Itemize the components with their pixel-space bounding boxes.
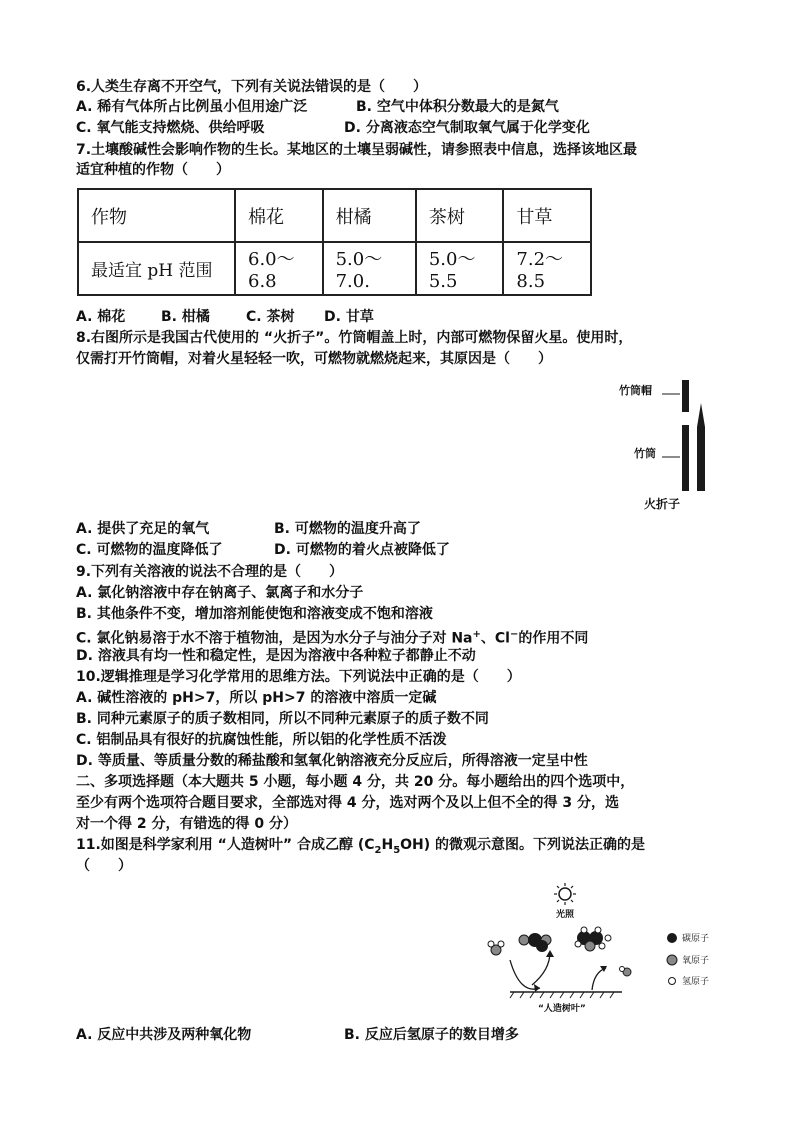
q9-option-a: A. 氯化钠溶液中存在钠离子、氯离子和水分子 xyxy=(76,585,364,601)
artificial-leaf-label: “人造树叶” xyxy=(538,1004,586,1014)
q10-option-b: B. 同种元素原子的质子数相同，所以不同种元素原子的质子数不同 xyxy=(76,711,489,727)
q8-option-d: D. 可燃物的着火点被降低了 xyxy=(274,542,450,558)
q10-option-d: D. 等质量、等质量分数的稀盐酸和氢氧化钠溶液充分反应后，所得溶液一定呈中性 xyxy=(76,753,588,769)
q10-option-c: C. 铝制品具有很好的抗腐蚀性能，所以铝的化学性质不活泼 xyxy=(76,732,447,748)
table-cell: 柑橘 xyxy=(323,189,416,242)
artificial-leaf-figure xyxy=(480,880,720,1020)
q9-option-b: B. 其他条件不变，增加溶剂能使饱和溶液变成不饱和溶液 xyxy=(76,606,433,622)
q9-c-text-2: 、Cl xyxy=(480,630,510,647)
table-cell: 棉花 xyxy=(235,189,323,242)
q9-c-sup-1: + xyxy=(472,629,481,640)
bamboo-tube-label: 竹筒 xyxy=(634,447,656,460)
q7-stem-line1: 7.土壤酸碱性会影响作物的生长。某地区的土壤呈弱碱性，请参照表中信息，选择该地区最 xyxy=(76,142,638,158)
q11-stem xyxy=(76,835,645,861)
table-row xyxy=(78,189,591,242)
q11-sub-2: 5 xyxy=(393,844,401,856)
q11-stem-text-1: 11.如图是科学家利用 “人造树叶” 合成乙醇 (C xyxy=(76,837,375,853)
legend-carbon-label: 碳原子 xyxy=(682,934,710,944)
q10-stem: 10.逻辑推理是学习化学常用的思维方法。下列说法中正确的是（ ） xyxy=(76,669,521,685)
q8-option-c: C. 可燃物的温度降低了 xyxy=(76,542,223,558)
fire-folder-figure xyxy=(610,375,720,515)
q9-c-text-3: 的作用不同 xyxy=(518,630,589,647)
section2-heading-line3: 对一个得 2 分，有错选的得 0 分） xyxy=(76,816,297,832)
table-cell: 作物 xyxy=(78,189,235,242)
q8-option-a: A. 提供了充足的氧气 xyxy=(76,521,210,537)
q7-option-a: A. 棉花 xyxy=(76,309,126,325)
table-cell: 5.0～5.5 xyxy=(416,242,504,295)
table-cell: 甘草 xyxy=(503,189,591,242)
q8-stem-line2: 仅需打开竹筒帽，对着火星轻轻一吹，可燃物就燃烧起来，其原因是（ ） xyxy=(76,351,552,367)
light-label: 光照 xyxy=(556,910,575,920)
q11-option-a: A. 反应中共涉及两种氧化物 xyxy=(76,1027,252,1043)
q11-stem-text-2: H xyxy=(381,837,394,853)
section2-heading-line2: 至少有两个选项符合题目要求，全部选对得 4 分，选对两个及以上但不全的得 3 分，选 xyxy=(76,795,619,811)
q9-c-sup-2: − xyxy=(509,629,519,640)
legend-hydrogen-label: 氢原子 xyxy=(682,977,710,987)
q6-stem: 6.人类生存离不开空气，下列有关说法错误的是（ ） xyxy=(76,79,428,95)
bamboo-cap-label: 竹筒帽 xyxy=(619,384,652,397)
q6-option-c: C. 氧气能支持燃烧、供给呼吸 xyxy=(76,120,265,136)
table-cell: 茶树 xyxy=(416,189,504,242)
q11-option-b: B. 反应后氢原子的数目增多 xyxy=(344,1027,519,1043)
q7-option-b: B. 柑橘 xyxy=(161,309,210,325)
q9-c-text-1: C. 氯化钠易溶于水不溶于植物油，是因为水分子与油分子对 Na xyxy=(76,630,473,647)
q6-option-d: D. 分离液态空气制取氧气属于化学变化 xyxy=(344,120,590,136)
artificial-leaf-diagram xyxy=(480,880,720,1020)
q9-stem: 9.下列有关溶液的说法不合理的是（ ） xyxy=(76,564,344,580)
section2-heading-line1: 二、多项选择题（本大题共 5 小题，每小题 4 分，共 20 分。每小题给出的四个选项中， xyxy=(76,774,635,790)
q9-option-d: D. 溶液具有均一性和稳定性，是因为溶液中各种粒子都静止不动 xyxy=(76,648,476,664)
q6-option-b: B. 空气中体积分数最大的是氮气 xyxy=(356,99,559,115)
q6-option-a: A. 稀有气体所占比例虽小但用途广泛 xyxy=(76,99,308,115)
q11-stem-line2: （ ） xyxy=(76,858,132,874)
q8-option-b: B. 可燃物的温度升高了 xyxy=(274,521,421,537)
table-cell: 6.0～6.8 xyxy=(235,242,323,295)
legend-oxygen-label: 氧原子 xyxy=(682,956,710,966)
q11-sub-1: 2 xyxy=(374,844,382,856)
fire-folder-title: 火折子 xyxy=(644,497,681,511)
table-cell: 最适宜 pH 范围 xyxy=(78,242,235,295)
q8-stem-line1: 8.右图所示是我国古代使用的 “火折子”。竹筒帽盖上时，内部可燃物保留火星。使用时， xyxy=(76,330,633,346)
q11-stem-text-3: OH) 的微观示意图。下列说法正确的是 xyxy=(400,837,646,853)
q7-stem-line2: 适宜种植的作物（ ） xyxy=(76,162,230,178)
ph-table xyxy=(77,188,592,296)
q7-option-d: D. 甘草 xyxy=(324,309,374,325)
q7-option-c: C. 茶树 xyxy=(246,309,295,325)
table-row xyxy=(78,242,591,295)
table-cell: 7.2～8.5 xyxy=(503,242,591,295)
q10-option-a: A. 碱性溶液的 pH>7，所以 pH>7 的溶液中溶质一定碱 xyxy=(76,690,437,706)
table-cell: 5.0～7.0. xyxy=(323,242,416,295)
